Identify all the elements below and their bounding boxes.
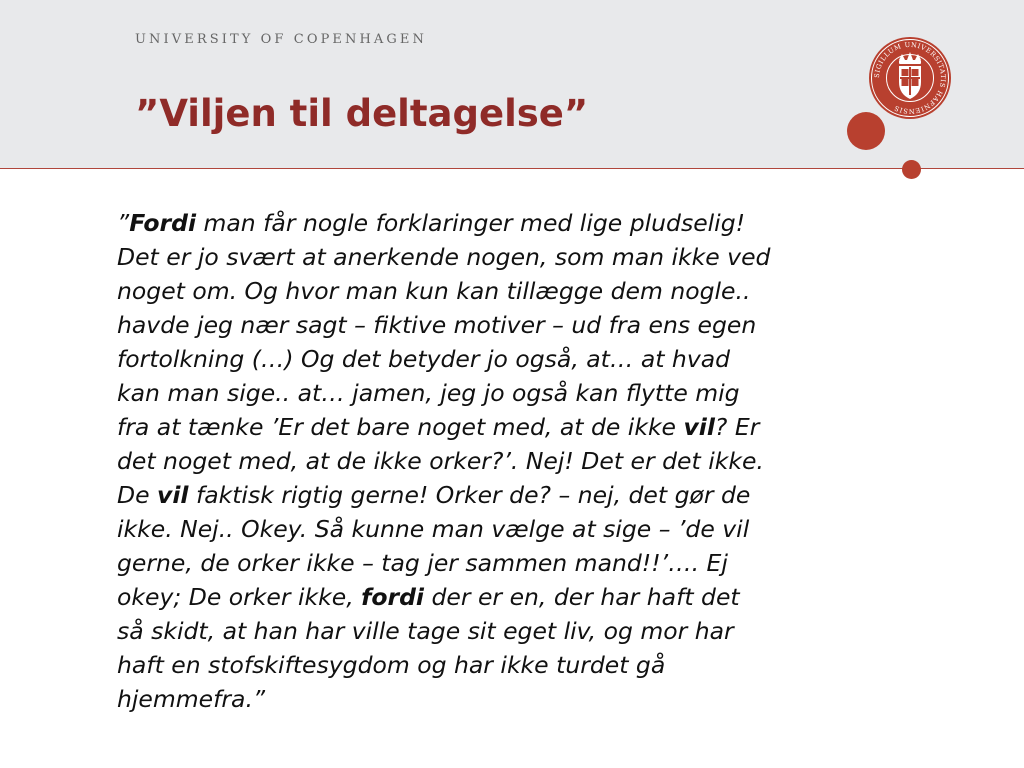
university-wordmark: UNIVERSITY OF COPENHAGEN [135,32,427,47]
quote-line: okey; De orker ikke, fordi der er en, der har haft det [117,583,740,611]
quote-line: noget om. Og hvor man kun kan tillægge dem nogle.. [117,277,751,305]
quote-line: havde jeg nær sagt – fiktive motiver – ud fra ens egen [117,311,757,339]
slide-title: ”Viljen til deltagelse” [135,92,589,135]
quote-line: det noget med, at de ikke orker?’. Nej! Det er det ikke. [117,447,764,475]
interview-quote [117,206,917,716]
university-seal-icon [868,36,952,120]
quote-line: gerne, de orker ikke – tag jer sammen mand!!’…. Ej [117,549,728,577]
quote-line: haft en stofskiftesygdom og har ikke turdet gå [117,651,666,679]
header-divider [0,168,1024,169]
quote-line: fortolkning (…) Og det betyder jo også, at… at hvad [117,345,731,373]
quote-line: ”Fordi man får nogle forklaringer med lige pludselig! [117,209,746,237]
quote-line: De vil faktisk rigtig gerne! Orker de? – nej, det gør de [117,481,751,509]
seal-inscription: SIGILLUM UNIVERSITATIS HAFNIENSIS [872,40,948,116]
quote-line: Det er jo svært at anerkende nogen, som man ikke ved [117,243,771,271]
decorative-dot-small [902,160,921,179]
quote-line: fra at tænke ’Er det bare noget med, at de ikke vil? Er [117,413,760,441]
quote-line: så skidt, at han har ville tage sit eget liv, og mor har [117,617,734,645]
quote-line: kan man sige.. at… jamen, jeg jo også kan flytte mig [117,379,740,407]
decorative-dot-large [847,112,885,150]
quote-line: ikke. Nej.. Okey. Så kunne man vælge at sige – ’de vil [117,515,750,543]
quote-line: hjemmefra.” [117,685,266,713]
